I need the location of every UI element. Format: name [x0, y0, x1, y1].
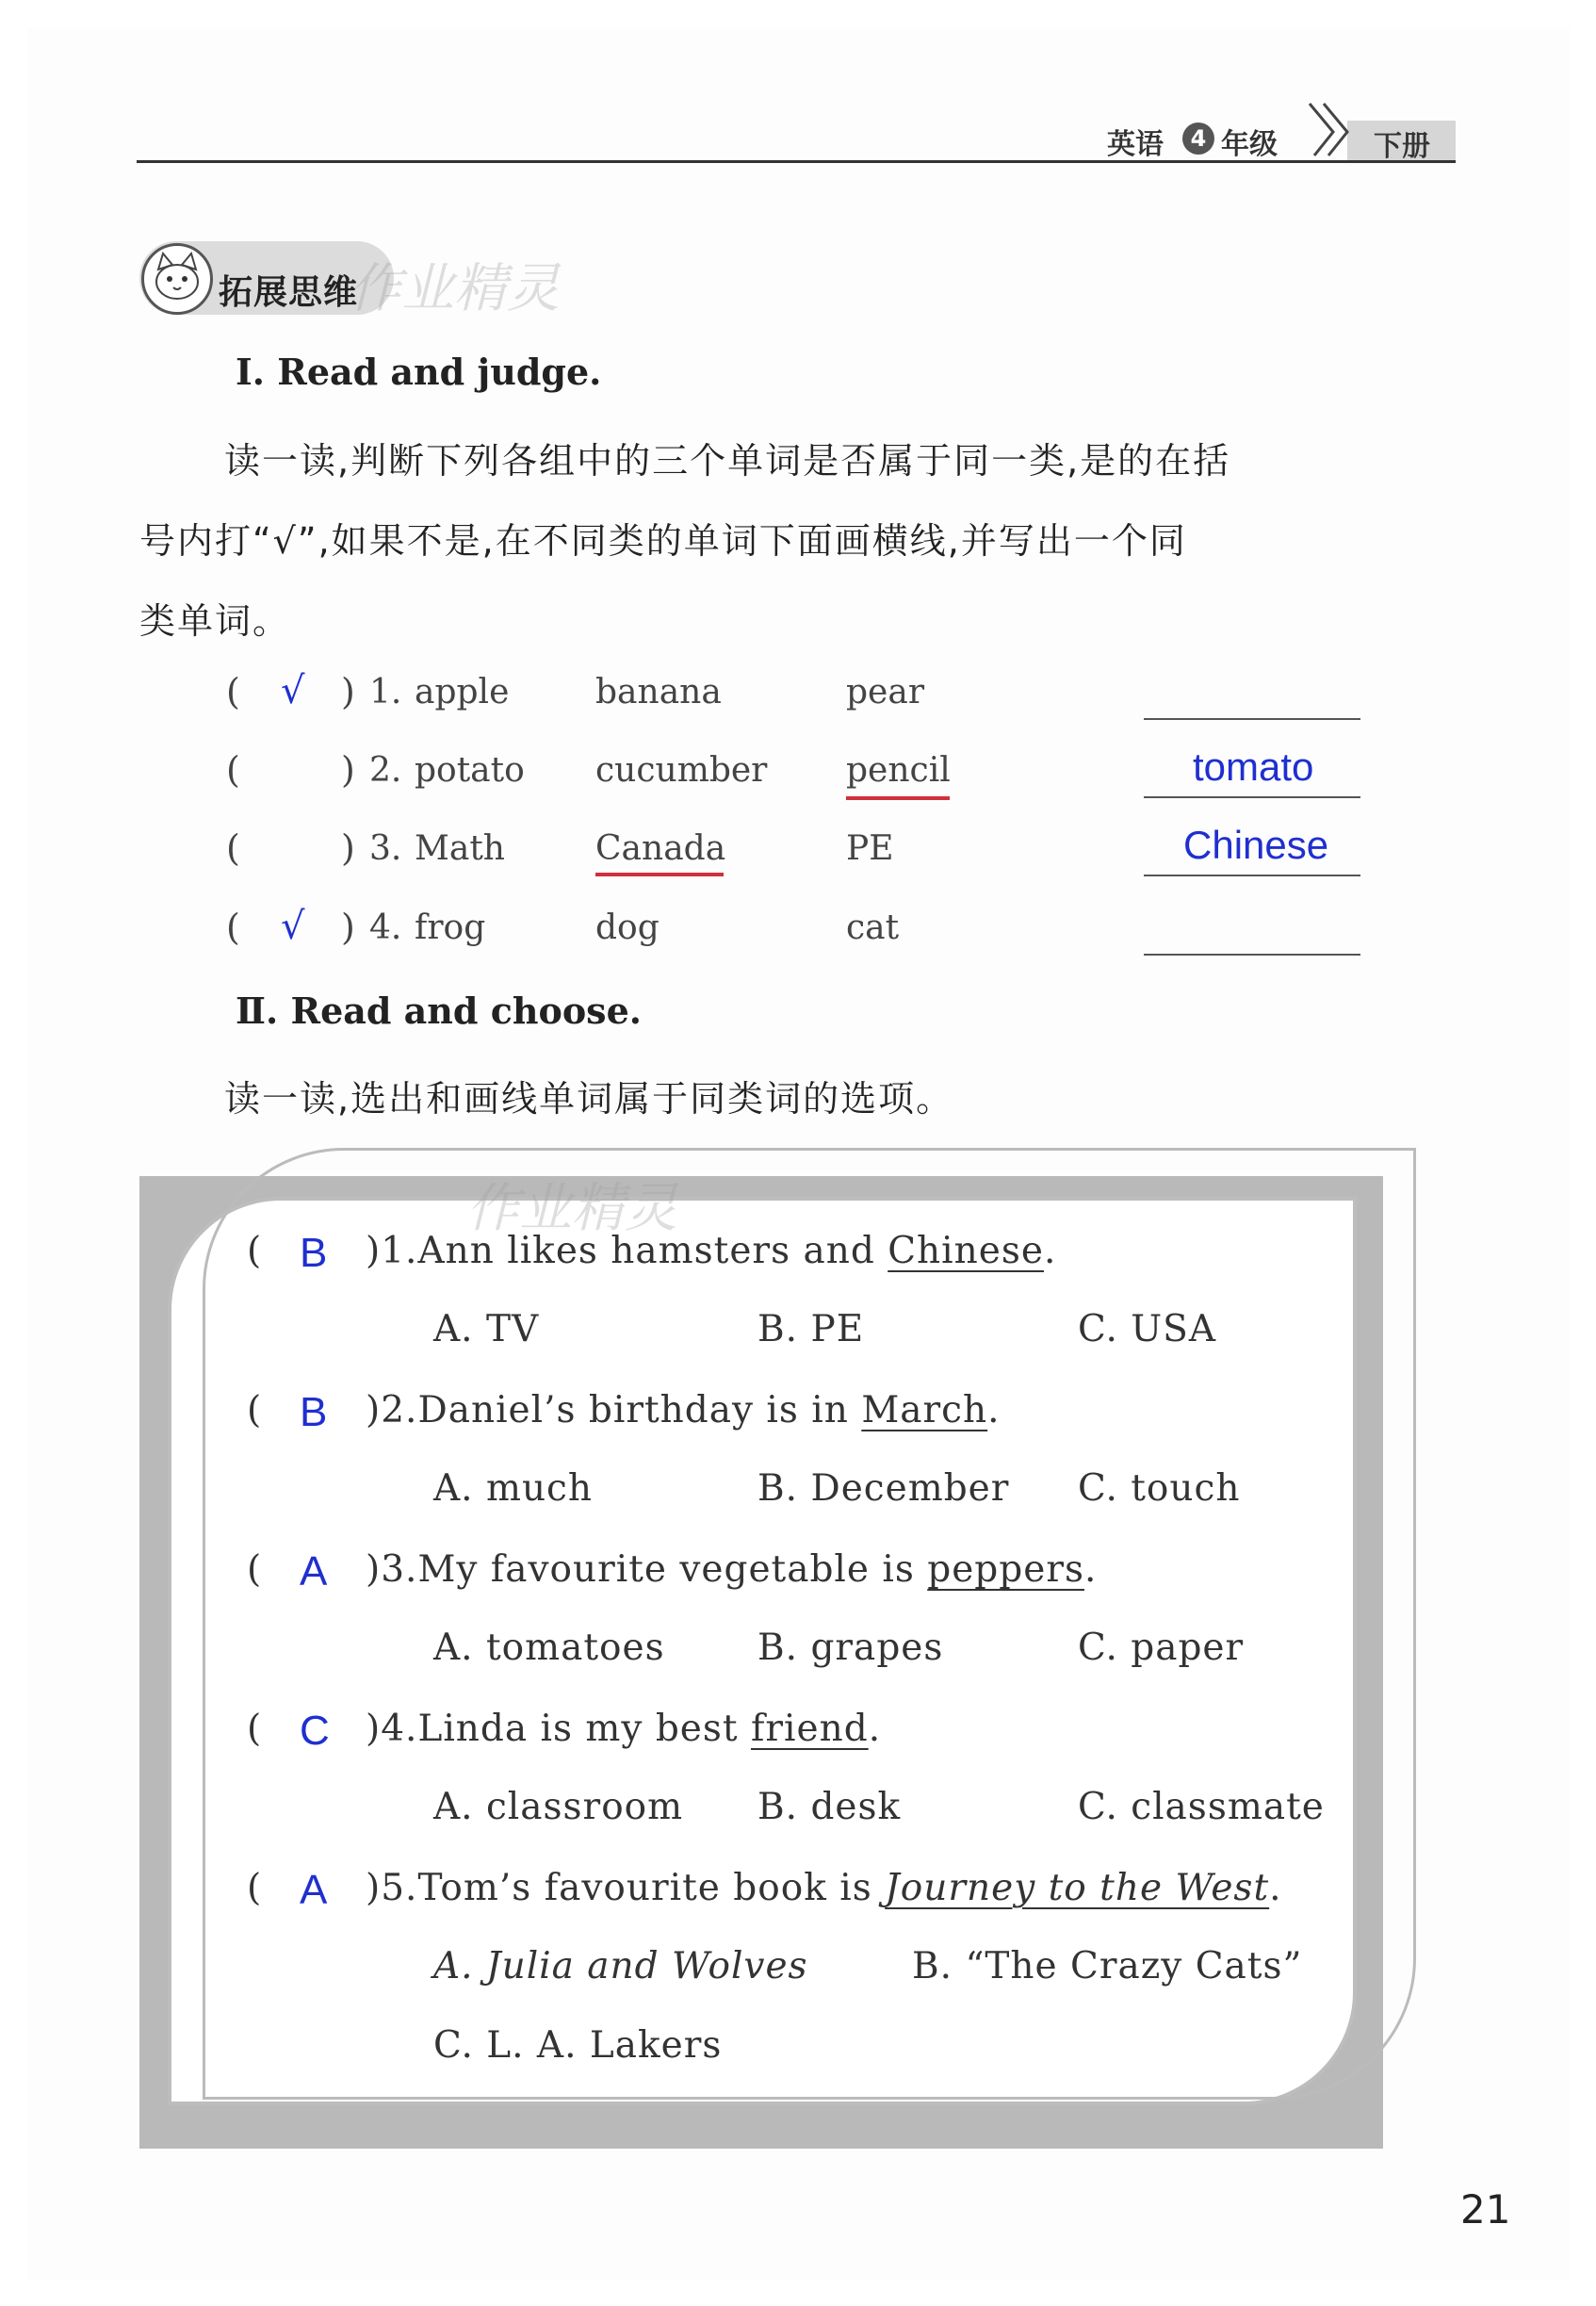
option-a: A. much: [433, 1467, 594, 1510]
answer-word: Chinese: [1183, 823, 1329, 867]
part1-instruction-line1: 读一读,判断下列各组中的三个单词是否属于同一类,是的在括: [224, 440, 1231, 482]
word-3: PE: [846, 829, 894, 868]
paren-close: ): [341, 749, 355, 791]
option-a: A. tomatoes: [433, 1627, 665, 1669]
option-c: C. classmate: [1078, 1786, 1325, 1828]
part1-heading: Ⅰ. Read and judge.: [236, 351, 602, 393]
question-answer: C: [300, 1708, 330, 1754]
watermark: 作业精灵: [349, 258, 560, 319]
row-number: 2.: [369, 751, 402, 790]
option-c: C. paper: [1078, 1627, 1245, 1669]
part1-instruction-line3: 类单词。: [139, 600, 291, 642]
option-c: C. touch: [1078, 1467, 1241, 1510]
answer-line: [1144, 875, 1360, 876]
question-answer: A: [300, 1548, 328, 1595]
check-mark: √: [281, 905, 305, 948]
option-a: A. classroom: [433, 1786, 684, 1828]
watermark: 作业精灵: [466, 1178, 677, 1239]
double-chevron-icon: [1305, 94, 1361, 160]
paren-open: (: [247, 1230, 263, 1272]
word-1: apple: [415, 673, 510, 711]
word-1: frog: [415, 908, 486, 947]
paren-open: (: [247, 1548, 263, 1591]
paren-close: ): [341, 907, 355, 948]
word-2: cucumber: [595, 751, 768, 790]
option-c: C. USA: [1078, 1308, 1216, 1350]
answer-line: [1144, 954, 1360, 956]
paren-open: (: [247, 1708, 263, 1750]
paren-close: ): [341, 671, 355, 712]
question-text: )3.My favourite vegetable is peppers.: [366, 1548, 1098, 1591]
word-2: dog: [595, 908, 660, 947]
row-number: 4.: [369, 908, 402, 947]
option-c: C. L. A. Lakers: [433, 2024, 723, 2067]
option-a: A. TV: [433, 1308, 540, 1350]
word-3: cat: [846, 908, 900, 947]
word-3: pencil: [846, 751, 951, 790]
paren-open: (: [226, 827, 240, 869]
paren-open: (: [247, 1389, 263, 1431]
word-2: banana: [595, 673, 722, 711]
option-b: B. PE: [757, 1308, 865, 1350]
cat-face-icon: [141, 243, 213, 315]
row-number: 3.: [369, 829, 402, 868]
word-1: Math: [415, 829, 505, 868]
option-a: A. Julia and Wolves: [433, 1945, 808, 1987]
answer-line: [1144, 718, 1360, 720]
header-grade-number: 4: [1182, 123, 1214, 155]
header-grade: 年级: [1221, 128, 1278, 161]
paren-open: (: [226, 671, 240, 712]
word-1: potato: [415, 751, 525, 790]
option-b: B. December: [757, 1467, 1010, 1510]
row-number: 1.: [369, 673, 402, 711]
part2-heading: Ⅱ. Read and choose.: [236, 989, 642, 1032]
paren-open: (: [247, 1867, 263, 1909]
page-number: 21: [1460, 2186, 1511, 2232]
question-text: )5.Tom’s favourite book is Journey to the West.: [366, 1867, 1282, 1909]
paren-open: (: [226, 749, 240, 791]
paren-open: (: [226, 907, 240, 948]
word-2: Canada: [595, 829, 726, 868]
check-mark: √: [281, 669, 305, 712]
header-subject: 英语: [1107, 128, 1164, 161]
question-answer: A: [300, 1867, 328, 1913]
question-text: )4.Linda is my best friend.: [366, 1708, 882, 1750]
option-b: B. “The Crazy Cats”: [912, 1945, 1303, 1987]
question-text: )1.Ann likes hamsters and Chinese.: [366, 1230, 1057, 1272]
header-volume: 下册: [1374, 130, 1430, 163]
word-3: pear: [846, 673, 925, 711]
option-b: B. grapes: [757, 1627, 944, 1669]
answer-word: tomato: [1193, 744, 1314, 789]
red-underline: [595, 873, 724, 876]
section-title: 拓展思维: [219, 273, 359, 312]
part1-instruction-line2: 号内打“√”,如果不是,在不同类的单词下面画横线,并写出一个同: [139, 520, 1187, 562]
question-answer: B: [300, 1230, 328, 1276]
answer-line: [1144, 796, 1360, 798]
part2-instruction: 读一读,选出和画线单词属于同类词的选项。: [224, 1078, 954, 1120]
question-answer: B: [300, 1389, 328, 1435]
question-text: )2.Daniel’s birthday is in March.: [366, 1389, 1001, 1431]
option-b: B. desk: [757, 1786, 902, 1828]
paren-close: ): [341, 827, 355, 869]
red-underline: [846, 796, 950, 800]
